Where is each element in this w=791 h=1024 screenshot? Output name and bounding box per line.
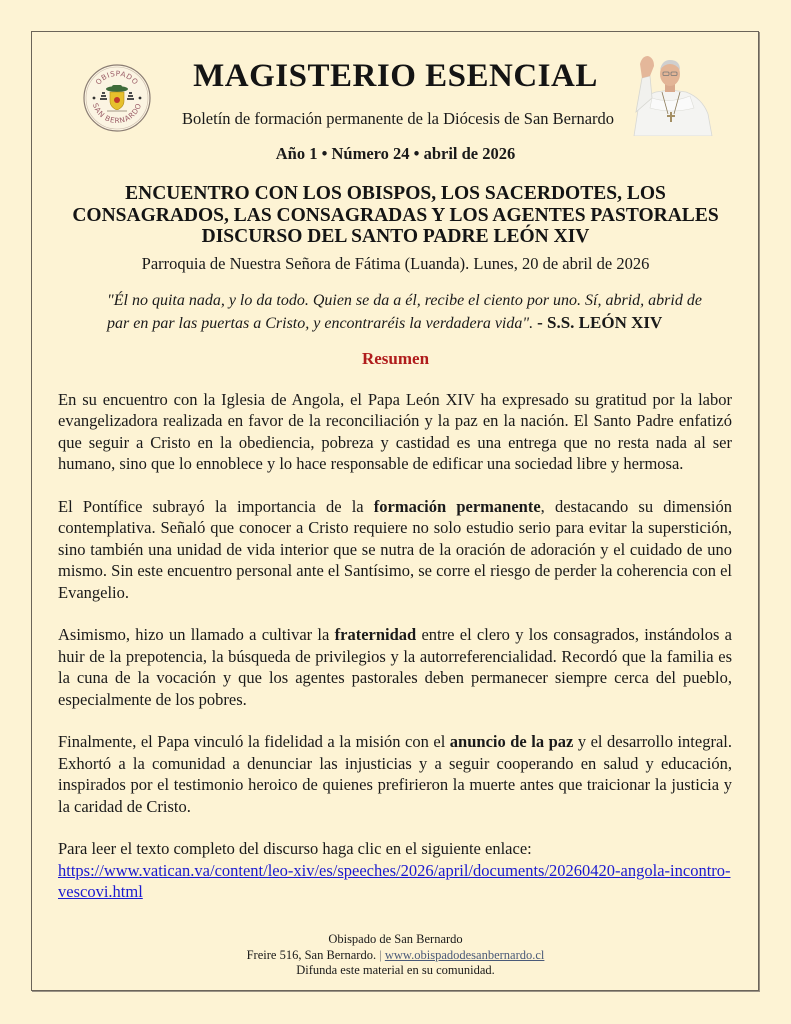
summary-paragraph: [58, 731, 732, 817]
paragraph-emphasis: anuncio de la paz: [449, 732, 574, 752]
paragraph-text: y el desarrollo integral. Exhortó a la comunidad a denunciar las injusticias y a seguir cooperando en salud y educación, inspirados por el testimonio heroico de quienes prefirieron la muerte antes que traicionar la justicia y la caridad de Cristo.: [58, 732, 732, 816]
quote-text: "Él no quita nada, y lo da todo. Quien se da a él, recibe el ciento por uno. Sí, abrid, abrid de par en par las puertas a Cristo, y encontraréis la verdadera vida".: [107, 292, 702, 332]
pull-quote: [107, 290, 707, 335]
speech-title-line: ENCUENTRO CON LOS OBISPOS, LOS SACERDOTES, LOS: [125, 183, 666, 204]
svg-text:OBISPADO: OBISPADO: [93, 68, 141, 87]
paragraph-emphasis: fraternidad: [334, 625, 417, 645]
link-paragraph: [58, 838, 732, 902]
svg-text:SAN BERNARDO: SAN BERNARDO: [90, 101, 144, 126]
issue-info: Año 1 • Número 24 • abril de 2026: [275, 144, 516, 163]
footer-address: Freire 516, San Bernardo.: [246, 947, 377, 962]
newsletter-subtitle: Boletín de formación permanente de la Diócesis de San Bernardo: [181, 109, 615, 128]
paragraph-text: entre el clero y los consagrados, instándolos a huir de la prepotencia, la búsqueda de privilegios y la autorreferencialidad. Recordó que la familia es la cuna de la vocación y que los agentes pastorales deben permanecer siempre cerca del pueblo, especialmente de los pobres.: [58, 625, 732, 709]
footer-org: Obispado de San Bernardo: [328, 932, 463, 946]
paragraph-text: Finalmente, el Papa vinculó la fidelidad a la misión con el: [58, 732, 450, 752]
paragraph-text: En su encuentro con la Iglesia de Angola, el Papa León XIV ha expresado su gratitud por la labor evangelizadora realizada en favor de la reconciliación y la paz en la nación. El Santo Padre enfatizó que seguir a Cristo en la obediencia, pobreza y castidad es una entrega que no resta nada al ser humano, sino que lo ennoblece y lo hace responsable de edificar una sociedad libre y hermosa.: [58, 390, 732, 474]
footer: [0, 932, 791, 979]
newsletter-title: MAGISTERIO ESENCIAL: [193, 58, 598, 94]
speech-title-line: CONSAGRADOS, LAS CONSAGRADAS Y LOS AGENTES PASTORALES: [72, 204, 719, 226]
quote-author: - S.S. LEÓN XIV: [537, 313, 663, 332]
summary-body: [58, 389, 732, 924]
summary-paragraph: [58, 624, 732, 710]
summary-paragraph: [58, 389, 732, 475]
website-link[interactable]: www.obispadodesanbernardo.cl: [384, 947, 545, 962]
summary-paragraph: [58, 496, 732, 603]
footer-address-line: [0, 948, 791, 964]
full-speech-link[interactable]: https://www.vatican.va/content/leo-xiv/es/speeches/2026/april/documents/20260420-angola-incontro-vescovi.html: [58, 860, 731, 902]
paragraph-text: , destacando su dimensión contemplativa. Señaló que conocer a Cristo requiere no solo estudio serio para evitar la superstición, sino también una unidad de vida interior que se nutra de la oración de adoración y el cuidado de uno mismo. Sin este encuentro personal ante el Santísimo, se corre el riesgo de perder la coherencia con el Evangelio.: [58, 497, 732, 602]
paragraph-text: Asimismo, hizo un llamado a cultivar la: [58, 625, 335, 645]
footer-separator: |: [376, 947, 385, 962]
summary-heading: Resumen: [361, 349, 430, 368]
speech-place-date: Parroquia de Nuestra Señora de Fátima (Luanda). Lunes, 20 de abril de 2026: [141, 254, 650, 273]
speech-title: [40, 183, 751, 248]
footer-cta: Difunda este material en su comunidad.: [296, 963, 495, 977]
link-intro: Para leer el texto completo del discurso haga clic en el siguiente enlace:: [58, 839, 532, 859]
paragraph-emphasis: formación permanente: [373, 497, 541, 517]
speech-title-line: DISCURSO DEL SANTO PADRE LEÓN XIV: [201, 226, 590, 247]
paragraph-text: El Pontífice subrayó la importancia de la: [58, 497, 374, 517]
